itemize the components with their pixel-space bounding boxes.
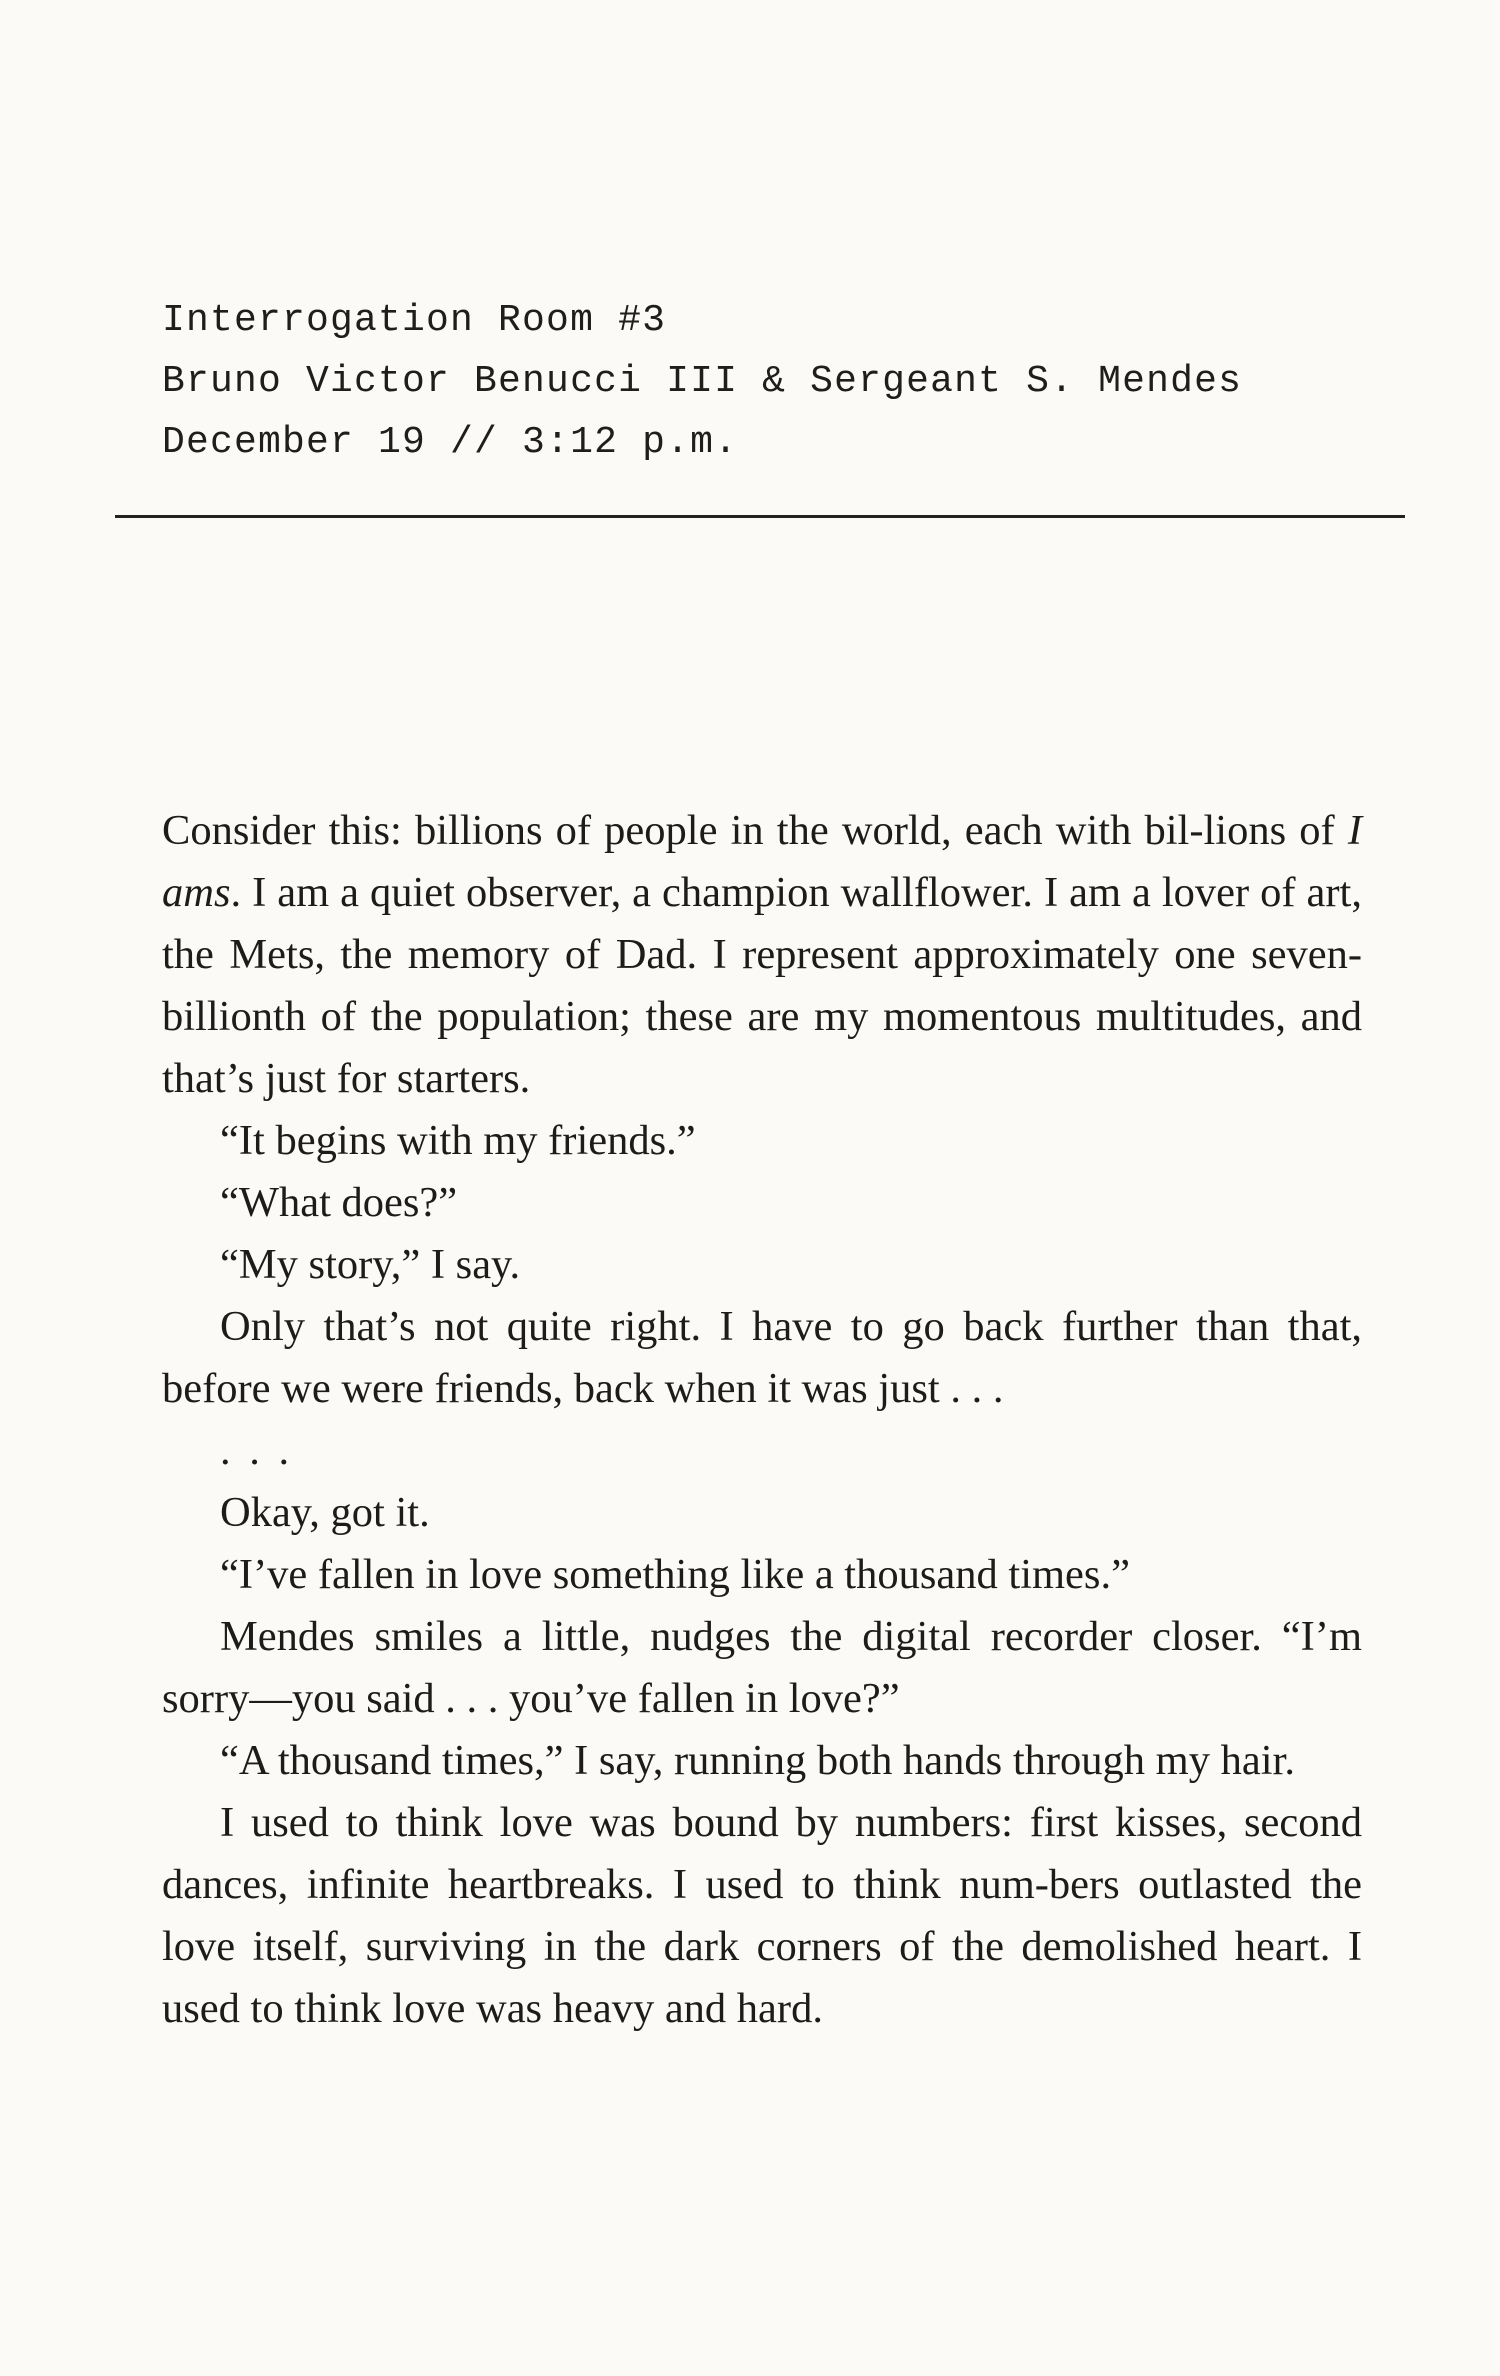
paragraph-9: Mendes smiles a little, nudges the digital recorder closer. “I’m sorry—you said . . . you’ve fallen in love?” (162, 1613, 1362, 1722)
paragraph-3: “What does?” (220, 1179, 458, 1226)
paragraph-1: Consider this: billions of people in the world, each with bil-lions of I ams. I am a quiet observer, a champion wallflower. I am a lover of art, the Mets, the memory of Dad. I represent approximately one seven-billionth of the population; these are my momentous multitudes, and that’s just for starters. (162, 807, 1362, 1102)
header-divider (115, 515, 1405, 518)
header-location: Interrogation Room #3 (162, 299, 667, 342)
paragraph-10: “A thousand times,” I say, running both hands through my hair. (220, 1737, 1295, 1784)
narrative-text (162, 800, 1362, 2040)
paragraph-2: “It begins with my friends.” (220, 1117, 696, 1164)
header-datetime: December 19 // 3:12 p.m. (162, 421, 739, 464)
header-participants: Bruno Victor Benucci III & Sergeant S. Mendes (162, 360, 1243, 403)
paragraph-4: “My story,” I say. (220, 1241, 521, 1288)
paragraph-8: “I’ve fallen in love something like a thousand times.” (220, 1551, 1130, 1598)
scene-header (162, 290, 1242, 473)
italic-phrase: I ams (162, 807, 1362, 916)
paragraph-ellipsis: . . . (220, 1427, 294, 1474)
paragraph-5: Only that’s not quite right. I have to go back further than that, before we were friends, back when it was just . . . (162, 1303, 1362, 1412)
paragraph-7: Okay, got it. (220, 1489, 430, 1536)
paragraph-11: I used to think love was bound by numbers: first kisses, second dances, infinite heartbreaks. I used to think num-bers outlasted the love itself, surviving in the dark corners of the demolished heart. I used to think love was heavy and hard. (162, 1799, 1362, 2032)
